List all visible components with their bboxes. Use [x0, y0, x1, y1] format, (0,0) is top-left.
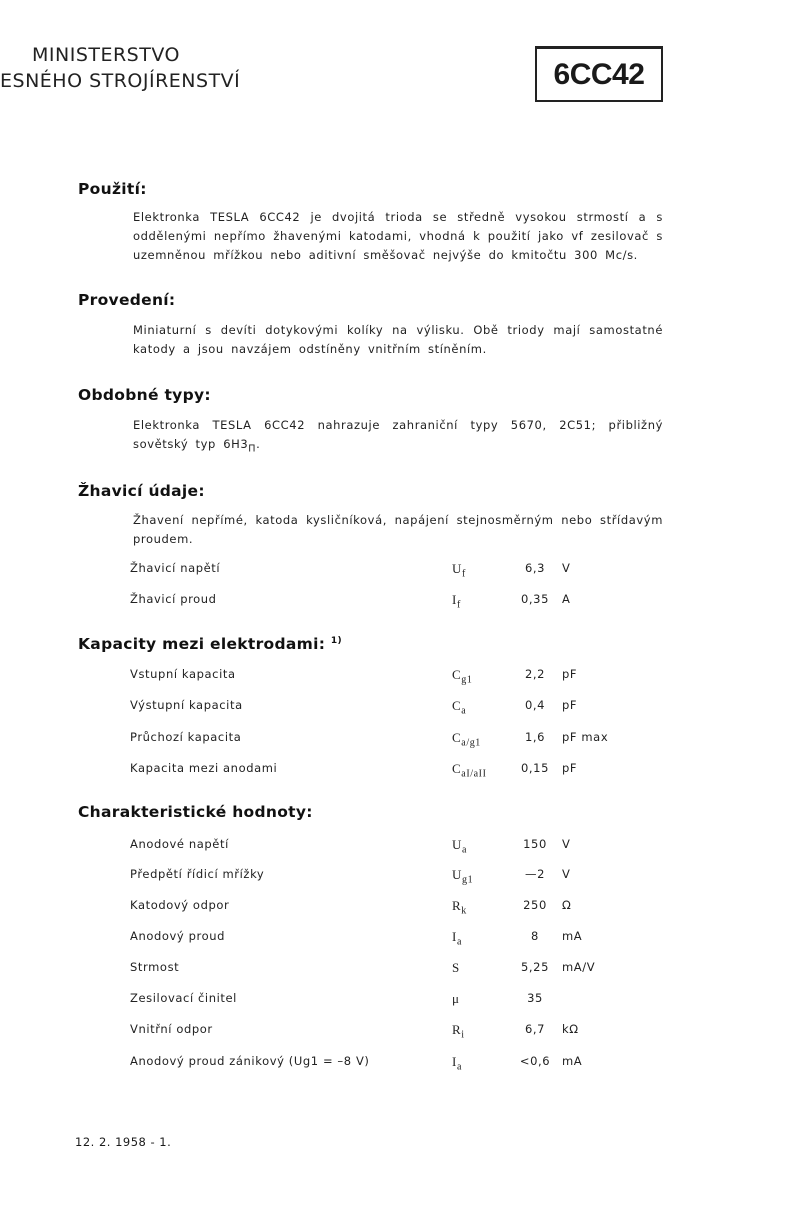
symbol-sub: k: [461, 905, 467, 917]
param-label: Výstupní kapacita: [130, 698, 243, 712]
heading-kapacity: [78, 635, 342, 653]
param-row: [130, 698, 690, 716]
param-symbol: [452, 1022, 465, 1041]
param-label: Žhavicí napětí: [130, 561, 221, 575]
param-symbol: [452, 991, 460, 1010]
param-symbol: [452, 1054, 462, 1073]
param-row: [130, 837, 690, 855]
param-unit: pF max: [562, 730, 609, 744]
param-value: 150: [523, 837, 547, 851]
param-unit: V: [562, 867, 571, 881]
ministry-line-2: ESNÉHO STROJÍRENSTVÍ: [0, 70, 241, 92]
para-provedeni: Miniaturní s devíti dotykovými kolíky na výlisku. Obě triody mají samostatné katody a jsou navzájem odstíněny vnitřním stíněním.: [133, 323, 663, 356]
param-symbol: [452, 898, 467, 917]
param-row: [130, 667, 690, 685]
symbol-base: I: [452, 1054, 457, 1069]
heading-pouziti: Použití:: [78, 180, 147, 198]
param-unit: kΩ: [562, 1022, 579, 1036]
param-unit: mA: [562, 929, 583, 943]
param-label: Kapacita mezi anodami: [130, 761, 278, 775]
param-value: 0,4: [524, 698, 546, 712]
param-symbol: [452, 698, 466, 717]
param-value: 35: [527, 991, 543, 1005]
param-row: [130, 929, 690, 947]
tube-type-box: [535, 46, 663, 102]
param-value: 1,6: [524, 730, 546, 744]
param-unit: pF: [562, 761, 578, 775]
param-value: 2,2: [524, 667, 546, 681]
symbol-sub: a: [456, 936, 462, 948]
symbol-base: C: [452, 730, 462, 745]
param-label: Průchozí kapacita: [130, 730, 242, 744]
symbol-base: C: [452, 761, 462, 776]
symbol-base: I: [452, 592, 457, 607]
param-label: Katodový odpor: [130, 898, 230, 912]
param-label: Anodové napětí: [130, 837, 229, 851]
param-unit: pF: [562, 698, 578, 712]
param-label: Anodový proud zánikový (Ug1 = –8 V): [130, 1054, 370, 1068]
param-value: 5,25: [520, 960, 549, 974]
para-pouziti: Elektronka TESLA 6CC42 je dvojitá trioda se středně vysokou strmostí a s oddělenými nepřímo žhavenými katodami, vhodná k použití jako vf zesilovač s uzemněnou mřížkou nebo aditivní směšovač nejvýše do kmitočtu 300 Mc/s.: [133, 210, 663, 262]
param-symbol: [452, 837, 467, 856]
param-value: 0,35: [520, 592, 549, 606]
param-symbol: [452, 761, 487, 780]
param-label: Předpětí řídicí mřížky: [130, 867, 265, 881]
symbol-sub: f: [456, 599, 461, 611]
footer-date: 12. 2. 1958 - 1.: [75, 1135, 172, 1149]
param-row: [130, 1022, 690, 1040]
param-label: Vstupní kapacita: [130, 667, 236, 681]
symbol-base: C: [452, 667, 462, 682]
symbol-sub: g1: [461, 674, 473, 686]
param-unit: V: [562, 837, 571, 851]
param-symbol: [452, 730, 481, 749]
heading-charakteristicke: Charakteristické hodnoty:: [78, 803, 313, 821]
param-unit: pF: [562, 667, 578, 681]
param-value: 250: [523, 898, 547, 912]
param-unit: V: [562, 561, 571, 575]
param-label: Anodový proud: [130, 929, 225, 943]
param-row: [130, 960, 690, 978]
footnote-ref: 1): [330, 635, 342, 646]
symbol-base: R: [452, 1022, 462, 1037]
heading-provedeni: Provedení:: [78, 291, 176, 309]
ministry-line-1: MINISTERSTVO: [32, 44, 180, 66]
param-row: [130, 898, 690, 916]
param-value: <0,6: [519, 1054, 551, 1068]
heading-obdobne: Obdobné typy:: [78, 386, 211, 404]
obdobne-text: Elektronka TESLA 6CC42 nahrazuje zahraniční typy 5670, 2C51; přibližný sovětský typ 6H3: [133, 418, 663, 451]
symbol-sub: a: [456, 1061, 462, 1073]
symbol-base: R: [452, 898, 462, 913]
param-row: [130, 761, 690, 779]
symbol-sub: i: [461, 1029, 465, 1041]
symbol-sub: a/g1: [461, 737, 481, 749]
param-label: Zesilovací činitel: [130, 991, 237, 1005]
param-row: [130, 561, 690, 579]
obdobne-end: .: [256, 437, 261, 451]
param-label: Vnitřní odpor: [130, 1022, 213, 1036]
param-unit: Ω: [562, 898, 572, 912]
symbol-base: U: [452, 837, 462, 852]
kapacity-title: Kapacity mezi elektrodami:: [78, 635, 326, 653]
param-value: 8: [531, 929, 539, 943]
param-row: [130, 867, 690, 885]
param-symbol: [452, 592, 461, 611]
param-row: [130, 730, 690, 748]
symbol-sub: g1: [462, 874, 474, 886]
para-zhavici: Žhavení nepřímé, katoda kysličníková, napájení stejnosměrným nebo střídavým proudem.: [133, 513, 663, 546]
symbol-base: C: [452, 698, 462, 713]
param-unit: A: [562, 592, 571, 606]
symbol-sub: f: [462, 568, 466, 580]
param-label: Strmost: [130, 960, 180, 974]
symbol-base: U: [452, 561, 462, 576]
param-row: [130, 592, 690, 610]
symbol-sub: a: [461, 705, 467, 717]
param-label: Žhavicí proud: [130, 592, 217, 606]
param-symbol: [452, 867, 473, 886]
param-symbol: [452, 667, 472, 686]
symbol-base: μ: [452, 991, 460, 1006]
param-unit: mA/V: [562, 960, 596, 974]
symbol-sub: a: [462, 844, 468, 856]
param-value: 0,15: [520, 761, 549, 775]
param-row: [130, 1054, 690, 1072]
symbol-base: U: [452, 867, 462, 882]
para-obdobne: [133, 416, 663, 458]
obdobne-sub: П: [248, 443, 257, 455]
param-row: [130, 991, 690, 1009]
symbol-base: I: [452, 929, 457, 944]
param-value: —2: [524, 867, 546, 881]
param-symbol: [452, 960, 460, 979]
param-value: 6,7: [524, 1022, 546, 1036]
param-symbol: [452, 929, 462, 948]
symbol-base: S: [452, 960, 460, 975]
symbol-sub: aI/aII: [461, 768, 487, 780]
heading-zhavici: Žhavicí údaje:: [78, 482, 205, 500]
param-symbol: [452, 561, 466, 580]
tube-type-code: 6CC42: [553, 57, 645, 91]
param-value: 6,3: [524, 561, 546, 575]
param-unit: mA: [562, 1054, 583, 1068]
